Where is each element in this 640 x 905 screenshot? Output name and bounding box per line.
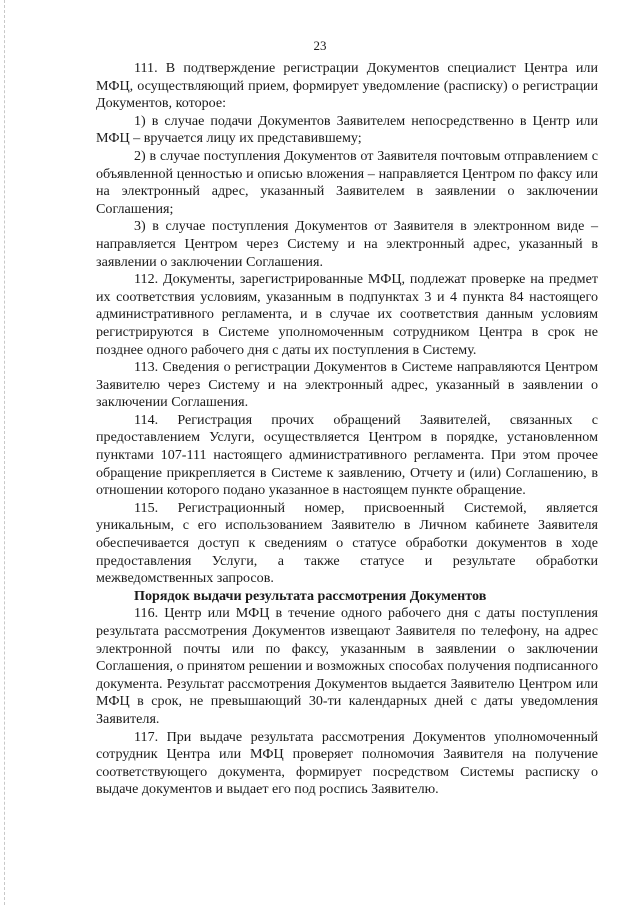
section-heading: Порядок выдачи результата рассмотрения Документов (134, 587, 487, 604)
paragraph-113: 113. Сведения о регистрации Документов в Системе направляются Центром Заявителю через Систему и на электронный адрес, указанный в заявлении о заключении Соглашения. (96, 359, 598, 411)
document-body (96, 60, 598, 799)
paragraph-115: 115. Регистрационный номер, присвоенный Системой, является уникальным, с его использованием Заявителю в Личном кабинете Заявителя обеспечивается доступ к сведениям о статусе обработки документов в ходе предоставления Услуги, а также статусе и результате обработки межведомственных запросов. (96, 499, 598, 587)
list-item-2: 2) в случае поступления Документов от Заявителя почтовым отправлением с объявленной ценностью и описью вложения – направляется Центром по факсу или на электронный адрес, указанный Заявителем в заявлении о заключении Соглашения; (96, 147, 598, 217)
paragraph-111: 111. В подтверждение регистрации Документов специалист Центра или МФЦ, осуществляющий прием, формирует уведомление (расписку) о регистрации Документов, которое: (96, 60, 598, 112)
paragraph-117: 117. При выдаче результата рассмотрения Документов уполномоченный сотрудник Центра или МФЦ проверяет полномочия Заявителя на получение соответствующего документа, формирует посредством Системы расписку о выдаче документов и выдает его под роспись Заявителю. (96, 728, 598, 798)
paragraph-114: 114. Регистрация прочих обращений Заявителей, связанных с предоставлением Услуги, осуществляется Центром в порядке, установленном пунктами 107-111 настоящего административного регламента. При этом прочее обращение прикрепляется в Системе к заявлению, Отчету и (или) Соглашению, в отношении которого подано указанное в настоящем пункте обращение. (96, 411, 598, 499)
binding-margin-line (4, 0, 6, 905)
list-item-3: 3) в случае поступления Документов от Заявителя в электронном виде – направляется Центром через Систему и на электронный адрес, указанный в заявлении о заключении Соглашения. (96, 218, 598, 270)
paragraph-116: 116. Центр или МФЦ в течение одного рабочего дня с даты поступления результата рассмотрения Документов извещают Заявителя по телефону, на адрес электронной почты или по факсу, указанным в заявлении о заключении Соглашения, о принятом решении и возможных способах получения подписанного документа. Результат рассмотрения Документов выдается Заявителю Центром или МФЦ в срок, не превышающий 30-ти календарных дней с даты уведомления Заявителя. (96, 605, 598, 727)
page-number: 23 (313, 38, 327, 53)
list-item-1: 1) в случае подачи Документов Заявителем непосредственно в Центр или МФЦ – вручается лицу их представившему; (96, 112, 598, 147)
paragraph-112: 112. Документы, зарегистрированные МФЦ, подлежат проверке на предмет их соответствия условиям, указанным в подпунктах 3 и 4 пункта 84 настоящего административного регламента, и в случае их соответствия данным условиям регистрируются в Системе уполномоченным сотрудником Центра в срок не позднее одного рабочего дня с даты их поступления в Систему. (96, 271, 598, 358)
